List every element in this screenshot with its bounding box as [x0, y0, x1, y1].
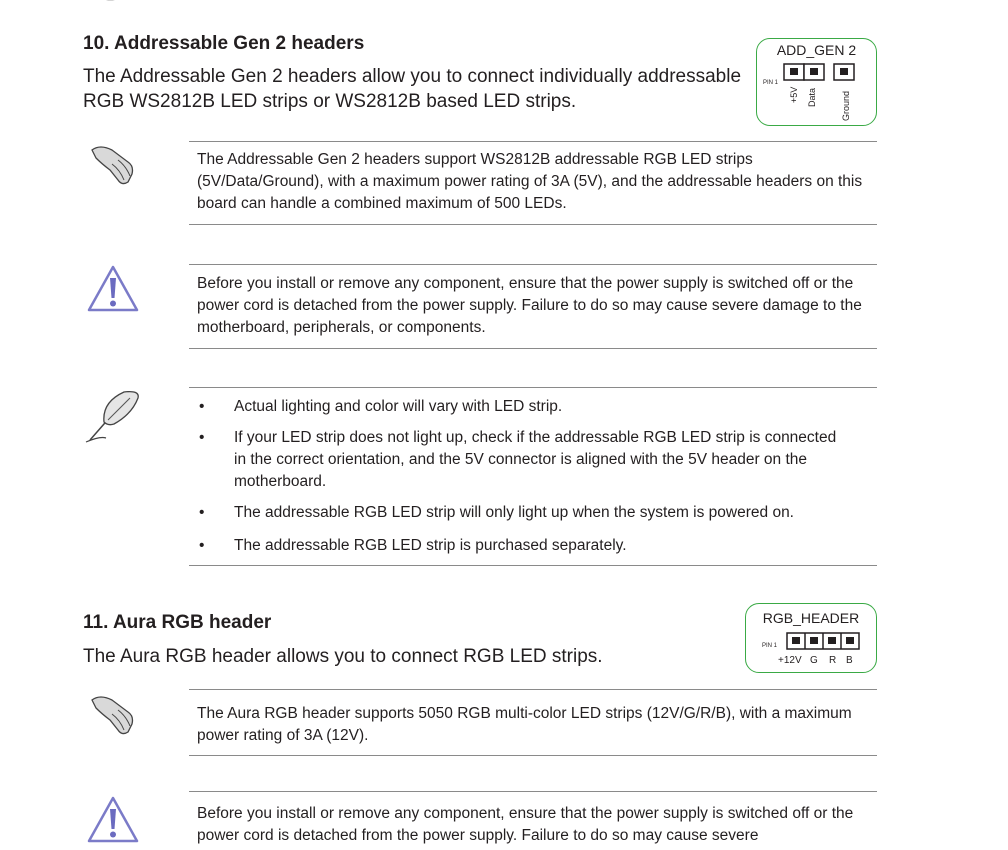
diagram-title: RGB_HEADER: [762, 610, 860, 626]
bullet-dot: •: [199, 537, 205, 554]
pin-label-data: Data: [807, 87, 817, 107]
note-addressable-support: The Addressable Gen 2 headers support WS2812B addressable RGB LED strips (5V/Data/Ground), with a maximum power rating of 3A (5V), and the addressable headers on this board can handle a combined maximum of 500 LEDs.: [197, 151, 863, 212]
bullet-item: Actual lighting and color will vary with LED strip.: [234, 398, 563, 415]
header-pins-icon: [786, 632, 860, 652]
pin-label-b: B: [846, 655, 853, 666]
pin-label-ground: Ground: [841, 90, 851, 121]
hand-note-icon: [88, 690, 144, 743]
rgb-header-pinout-diagram: [745, 603, 877, 673]
caution-power-supply: Before you install or remove any component, ensure that the power supply is switched off or the power cord is detached from the power supply. Failure to do so may cause severe: [197, 805, 854, 844]
section-11-heading: 11. Aura RGB header: [83, 612, 272, 633]
pin-label-r: R: [829, 655, 837, 666]
divider: [189, 565, 877, 566]
note-aura-rgb-support: The Aura RGB header supports 5050 RGB multi-color LED strips (12V/G/R/B), with a maximum power rating of 3A (12V).: [197, 705, 852, 744]
feather-note-icon: [84, 388, 144, 449]
warning-icon: [86, 264, 140, 319]
bullet-item: The addressable RGB LED strip is purchased separately.: [234, 537, 627, 554]
pin1-label: PIN 1: [763, 80, 779, 86]
section-10-intro: The Addressable Gen 2 headers allow you to connect individually addressable RGB WS2812B LED strips or WS2812B based LED strips.: [83, 66, 742, 112]
pin-label-g: G: [810, 655, 818, 666]
pin-label-12v: +12V: [778, 655, 802, 666]
divider: [189, 689, 877, 690]
caution-power-supply: Before you install or remove any component, ensure that the power supply is switched off or the power cord is detached from the power supply. Failure to do so may cause severe damage to the motherboard, peripherals, or components.: [197, 275, 862, 336]
add-gen2-pinout-diagram: [756, 38, 877, 126]
diagram-title: ADD_GEN 2: [776, 42, 857, 58]
divider: [189, 141, 877, 142]
divider: [189, 755, 877, 756]
hand-note-icon-partial: [88, 0, 138, 6]
divider: [189, 348, 877, 349]
bullet-item: If your LED strip does not light up, check if the addressable RGB LED strip is connected in the correct orientation, and the 5V connector is aligned with the 5V header on the motherboard.: [234, 429, 837, 490]
pin1-label: PIN 1: [762, 643, 778, 649]
divider: [189, 791, 877, 792]
header-pins-icon: [783, 63, 859, 83]
bullet-dot: •: [199, 398, 205, 415]
divider: [189, 387, 877, 388]
bullet-dot: •: [199, 504, 205, 521]
section-11-intro: The Aura RGB header allows you to connect RGB LED strips.: [83, 646, 603, 667]
bullet-item: The addressable RGB LED strip will only light up when the system is powered on.: [234, 504, 794, 521]
section-10-heading: 10. Addressable Gen 2 headers: [83, 33, 365, 54]
divider: [189, 264, 877, 265]
bullet-dot: •: [199, 429, 205, 446]
divider: [189, 224, 877, 225]
pin-label-5v: +5V: [789, 86, 799, 103]
hand-note-icon: [88, 140, 144, 193]
